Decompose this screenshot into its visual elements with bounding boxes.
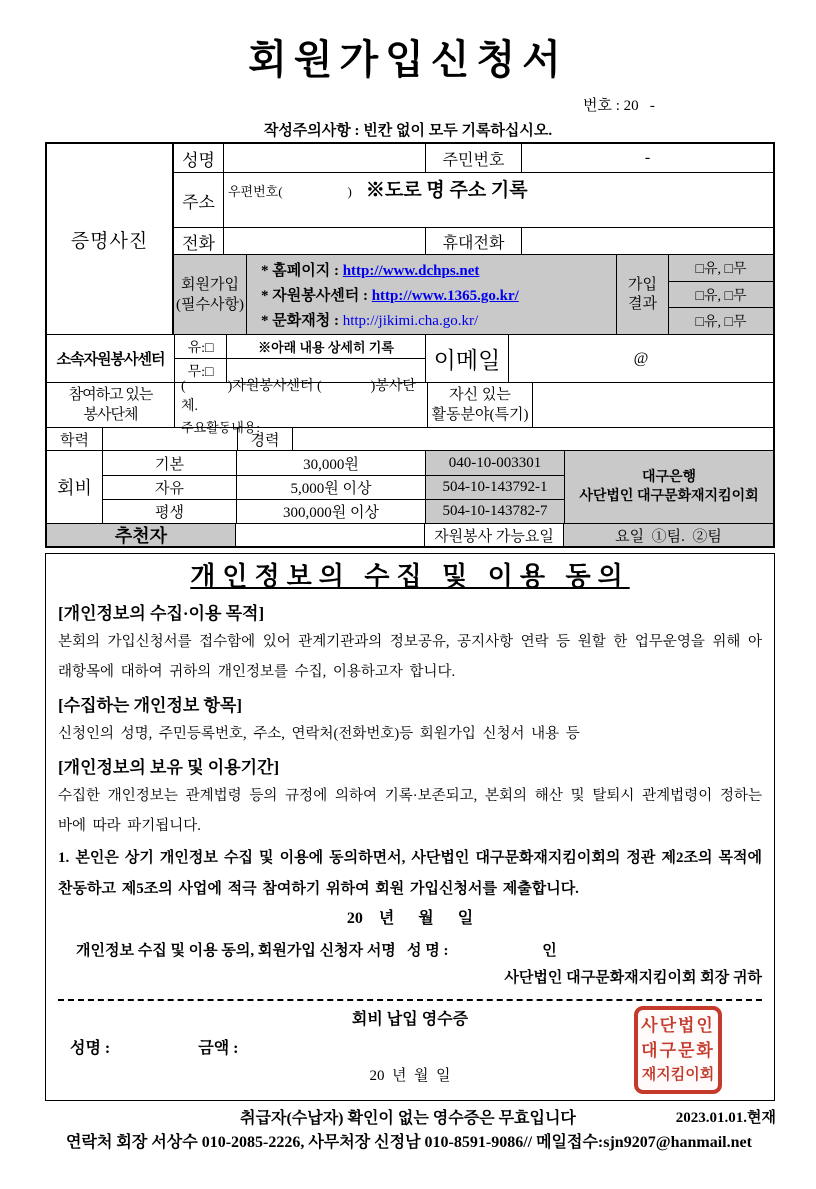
fee-row-basic <box>103 451 564 475</box>
specialty-label-line2: 활동분야(특기) <box>431 407 529 423</box>
participating-org-label-line1: 참여하고 있는 <box>68 387 153 403</box>
corporate-seal <box>634 1006 722 1094</box>
name-input-cell[interactable] <box>223 144 425 172</box>
yes-checkbox[interactable]: 유:□ <box>175 335 227 358</box>
volunteer-center-section-label: 소속자원봉사센터 <box>56 352 165 368</box>
resident-number-label: 주민번호 <box>425 144 521 172</box>
validity-note: 취급자(수납자) 확인이 없는 영수증은 무효입니다 <box>240 1110 576 1127</box>
seal-line-2: 대구문화 <box>641 1040 715 1060</box>
homepage-link-line <box>261 259 479 280</box>
address-input-cell[interactable] <box>223 173 773 227</box>
fee-type: 자유 <box>155 481 184 497</box>
mobile-input-cell[interactable] <box>521 228 773 254</box>
applicant-info-table <box>45 142 775 548</box>
org-line[interactable]: ( )자원봉사센터 ( )봉사단체. <box>181 378 416 414</box>
contact-line: 연락처 회장 서상수 010-2085-2226, 사무처장 신정남 010-8591-9086// 메일접수:sjn9207@hanmail.net <box>66 1134 752 1151</box>
fee-amount: 5,000원 이상 <box>236 476 425 499</box>
cha-link-line <box>261 309 478 330</box>
specialty-input-cell[interactable] <box>532 383 773 427</box>
fill-instruction: 작성주의사항 : 빈칸 없이 모두 기록하십시오. <box>263 123 553 139</box>
receipt-receiver-line <box>58 1097 762 1101</box>
section-heading-retention: [개인정보의 보유 및 이용기간] <box>58 758 280 777</box>
join-result-checkbox-row-2[interactable]: □유, □무 <box>669 281 773 308</box>
fee-type: 평생 <box>155 505 184 521</box>
agreement-title: 개인정보의 수집 및 이용 동의 <box>190 562 630 591</box>
email-label: 이메일 <box>425 335 508 382</box>
join-result-checkbox-row-3[interactable]: □유, □무 <box>669 307 773 334</box>
volunteer-center-link-line <box>261 284 519 305</box>
fee-account: 504-10-143782-7 <box>425 500 564 523</box>
seal-line-1: 사단법인 <box>641 1015 715 1035</box>
education-input-cell[interactable] <box>102 428 237 450</box>
form-number: 번호 : 20 - <box>583 98 655 114</box>
fee-row-free <box>103 475 564 499</box>
membership-label <box>174 255 246 334</box>
career-label: 경력 <box>237 428 292 450</box>
section-heading-purpose: [개인정보의 수집·이용 목적] <box>58 604 265 623</box>
page-title: 회원가입신청서 <box>248 37 568 82</box>
fee-account: 040-10-003301 <box>425 451 564 475</box>
participating-org-input-cell[interactable] <box>174 378 427 435</box>
signature-line[interactable]: 개인정보 수집 및 이용 동의, 회원가입 신청자 서명 성 명 : 인 <box>76 943 557 959</box>
email-input-cell[interactable]: @ <box>508 335 773 382</box>
activity-line[interactable]: 주요활동내용: <box>181 419 260 435</box>
specialty-label-line1: 자신 있는 <box>449 387 511 403</box>
volunteer-center-link[interactable]: http://www.1365.go.kr/ <box>371 288 519 304</box>
membership-label-line2: (필수사항) <box>176 296 244 313</box>
homepage-link[interactable]: http://www.dchps.net <box>342 263 480 279</box>
join-result-label-line2: 결과 <box>628 295 657 312</box>
participating-org-label-line2: 봉사단체 <box>83 407 138 423</box>
name-label: 성명 <box>182 150 215 170</box>
declaration-text: 1. 본인은 상기 개인정보 수집 및 이용에 동의하면서, 사단법인 대구문화재지킴이회의 정관 제2조의 목적에 찬동하고 제5조의 사업에 적극 참여하기 위하여 회원 가입신청서를 제출합니다. <box>58 850 762 897</box>
address-label: 주소 <box>182 192 215 212</box>
recommender-input-cell[interactable] <box>235 524 424 546</box>
cha-link[interactable]: http://jikimi.cha.go.kr/ <box>342 313 479 329</box>
education-label: 학력 <box>60 432 89 449</box>
fee-row-lifetime <box>103 499 564 523</box>
fee-type: 기본 <box>155 456 184 473</box>
homepage-label: * 홈페이지 : <box>261 263 343 279</box>
specialty-label <box>427 383 532 427</box>
join-result-checkbox-row-1[interactable]: □유, □무 <box>695 261 747 277</box>
section-body-retention: 수집한 개인정보는 관계법령 등의 규정에 의하여 기록·보존되고, 본회의 해산 및 탈퇴시 관계법령이 정하는 바에 따라 파기됩니다. <box>58 788 762 834</box>
cha-label: * 문화재청 : <box>261 313 343 329</box>
resident-number-cell[interactable]: - <box>521 144 773 172</box>
receipt-title: 회비 납입 영수증 <box>351 1011 469 1028</box>
recommender-label: 추천자 <box>47 524 235 546</box>
detail-note: ※아래 내용 상세히 기록 <box>258 340 394 355</box>
privacy-agreement-section <box>45 553 775 1101</box>
road-address-note: ※도로 명 주소 기록 <box>365 180 528 201</box>
fee-account: 504-10-143792-1 <box>425 476 564 499</box>
phone-label: 전화 <box>182 233 215 253</box>
agreement-date-line[interactable]: 20 년 월 일 <box>346 910 474 927</box>
section-heading-items: [수집하는 개인정보 항목] <box>58 696 243 715</box>
career-input-cell[interactable] <box>292 428 773 450</box>
volunteer-days-label: 자원봉사 가능요일 <box>424 524 563 546</box>
recipient-line: 사단법인 대구문화재지킴이회 회장 귀하 <box>504 970 762 986</box>
dashed-divider <box>58 999 762 1001</box>
bank-account-holder: 사단법인 대구문화재지킴이회 <box>579 489 759 504</box>
participating-org-label <box>47 383 174 427</box>
join-result-label-line1: 가입 <box>628 276 657 293</box>
photo-box: 증명사진 <box>47 144 174 334</box>
join-result-label <box>616 255 668 334</box>
bank-info <box>564 451 773 523</box>
phone-input-cell[interactable] <box>223 228 425 254</box>
join-result-options <box>668 255 773 334</box>
postal-code-text[interactable]: 우편번호( ) <box>228 184 352 199</box>
fee-label: 회비 <box>57 478 92 498</box>
receipt-name-amount-line[interactable]: 성명 : 금액 : <box>70 1040 239 1057</box>
membership-links <box>246 255 616 334</box>
fee-amount: 300,000원 이상 <box>236 500 425 523</box>
receipt-date-line[interactable]: 20 년 월 일 <box>369 1068 451 1084</box>
as-of-date: 2023.01.01.현재 <box>675 1110 776 1126</box>
volunteer-center-label: * 자원봉사센터 : <box>261 288 372 304</box>
membership-label-line1: 회원가입 <box>181 276 239 293</box>
mobile-label: 휴대전화 <box>425 228 521 254</box>
volunteer-days-value[interactable]: 요일 ①팀. ②팀 <box>563 524 773 546</box>
section-body-purpose: 본회의 가입신청서를 접수함에 있어 관계기관과의 정보공유, 공지사항 연락 등 원할 한 업무운영을 위해 아래항목에 대하여 귀하의 개인정보를 수집, 이용하고자 합니다. <box>58 634 762 680</box>
section-body-items: 신청인의 성명, 주민등록번호, 주소, 연락처(전화번호)등 회원가입 신청서 내용 등 <box>58 726 580 742</box>
fee-amount: 30,000원 <box>236 451 425 475</box>
seal-line-3: 재지킴이회 <box>641 1066 715 1083</box>
bank-name: 대구은행 <box>641 470 697 485</box>
no-checkbox[interactable]: 무:□ <box>175 359 227 382</box>
